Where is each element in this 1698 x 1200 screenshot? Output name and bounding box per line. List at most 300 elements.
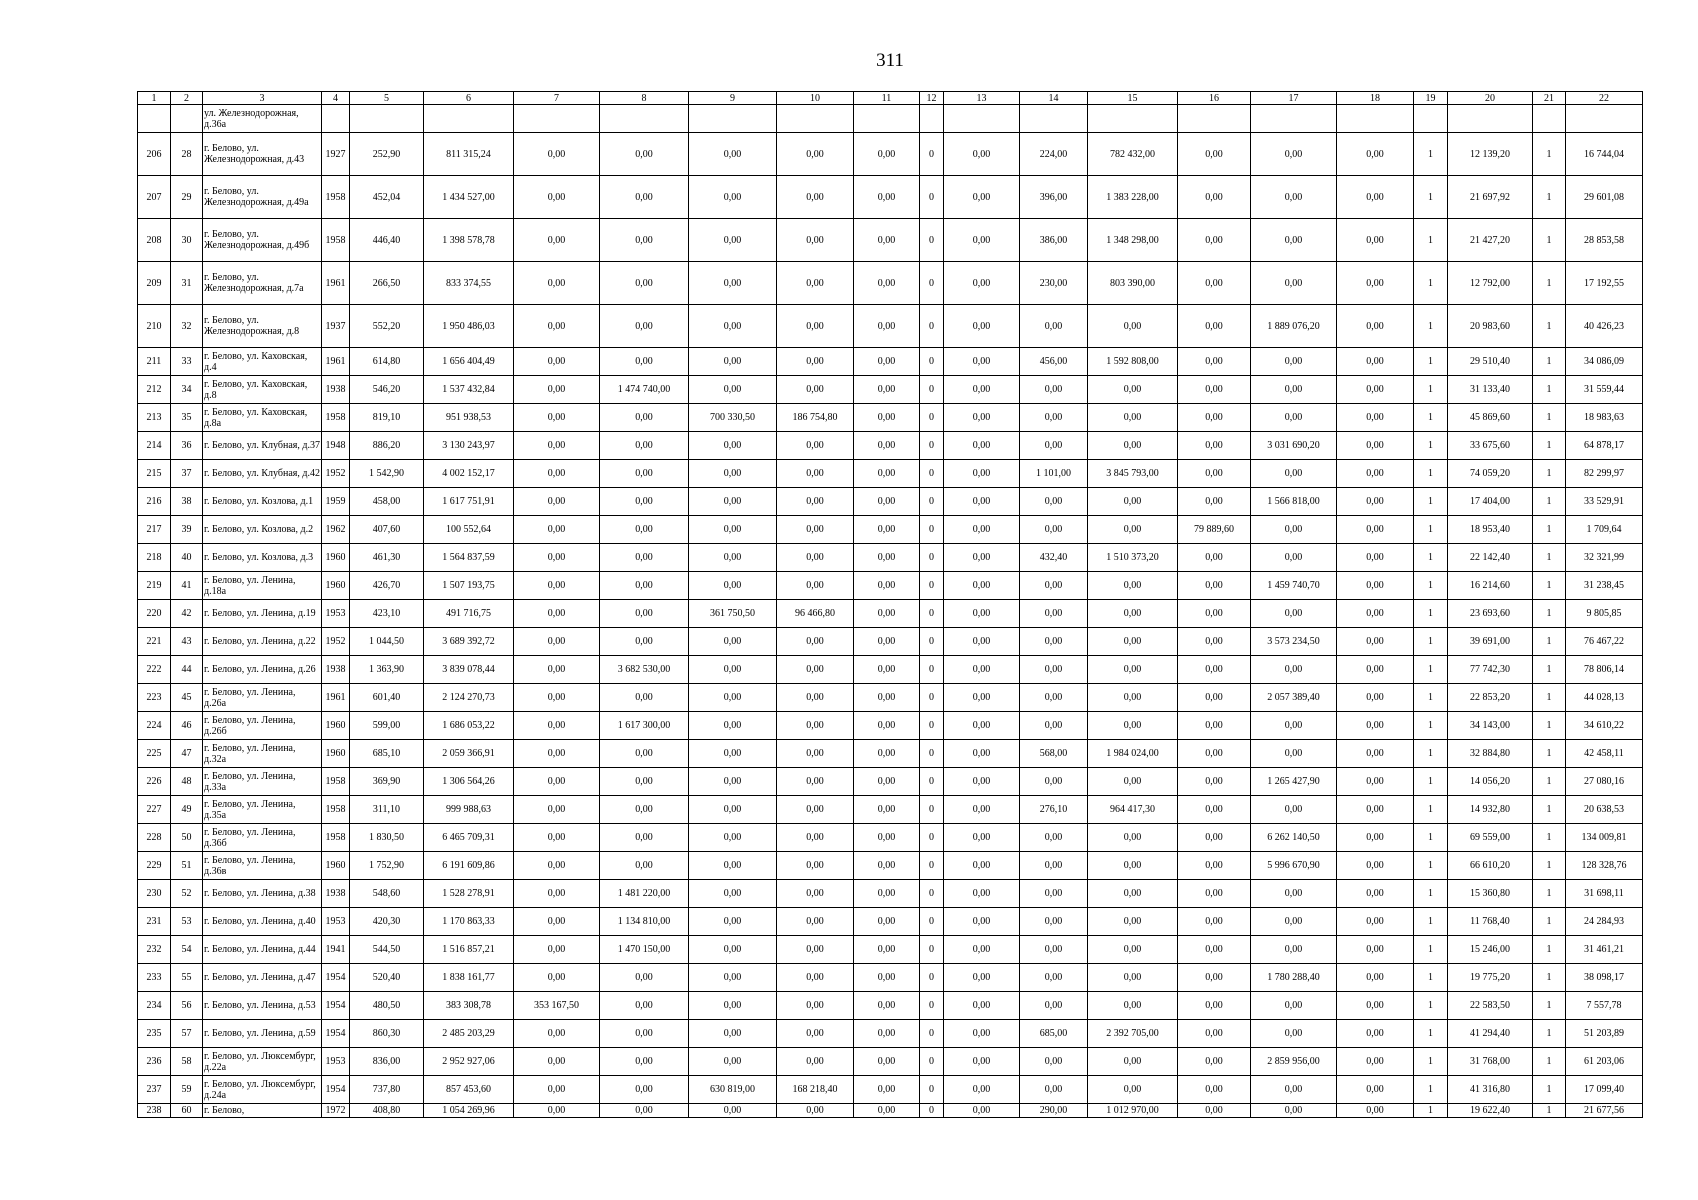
table-row bbox=[138, 1020, 1643, 1048]
table-cell-col-1: 229 bbox=[138, 852, 171, 880]
column-header-12: 12 bbox=[920, 92, 944, 105]
table-cell-col-7: 0,00 bbox=[514, 176, 600, 219]
table-cell-col-12: 0 bbox=[920, 740, 944, 768]
table-cell-col-12: 0 bbox=[920, 176, 944, 219]
table-cell-col-22: 16 744,04 bbox=[1566, 133, 1643, 176]
table-cell-col-14: 0,00 bbox=[1020, 404, 1088, 432]
table-cell-col-4: 1938 bbox=[322, 880, 350, 908]
table-cell-col-20: 22 853,20 bbox=[1448, 684, 1533, 712]
table-cell-col-1: 214 bbox=[138, 432, 171, 460]
table-cell-col-19: 1 bbox=[1414, 516, 1448, 544]
table-cell-col-10: 0,00 bbox=[777, 712, 854, 740]
table-cell-col-8: 0,00 bbox=[600, 488, 689, 516]
table-cell-col-6: 1 950 486,03 bbox=[424, 305, 514, 348]
table-cell-col-15: 0,00 bbox=[1088, 516, 1178, 544]
table-cell-col-7: 0,00 bbox=[514, 488, 600, 516]
table-cell-col-9: 0,00 bbox=[689, 176, 777, 219]
column-header-20: 20 bbox=[1448, 92, 1533, 105]
table-cell-col-2: 31 bbox=[171, 262, 203, 305]
table-cell-col-2: 34 bbox=[171, 376, 203, 404]
table-cell-col-15: 964 417,30 bbox=[1088, 796, 1178, 824]
table-cell-col-18: 0,00 bbox=[1337, 1076, 1414, 1104]
table-cell-col-16: 0,00 bbox=[1178, 936, 1251, 964]
table-cell-col-17: 0,00 bbox=[1251, 600, 1337, 628]
table-cell-col-1: 219 bbox=[138, 572, 171, 600]
table-cell-col-21: 1 bbox=[1533, 712, 1566, 740]
table-cell-col-6: 1 537 432,84 bbox=[424, 376, 514, 404]
table-row bbox=[138, 404, 1643, 432]
empty-cell bbox=[1448, 105, 1533, 133]
table-cell-col-10: 0,00 bbox=[777, 1104, 854, 1118]
table-cell-col-8: 0,00 bbox=[600, 684, 689, 712]
table-cell-col-1: 228 bbox=[138, 824, 171, 852]
table-cell-col-22: 29 601,08 bbox=[1566, 176, 1643, 219]
table-cell-col-19: 1 bbox=[1414, 488, 1448, 516]
address-cell: г. Белово, ул. Ленина, д.35а bbox=[203, 796, 322, 824]
table-cell-col-16: 0,00 bbox=[1178, 656, 1251, 684]
table-cell-col-12: 0 bbox=[920, 133, 944, 176]
table-cell-col-7: 0,00 bbox=[514, 628, 600, 656]
table-cell-col-1: 230 bbox=[138, 880, 171, 908]
table-cell-col-14: 0,00 bbox=[1020, 824, 1088, 852]
table-cell-col-16: 79 889,60 bbox=[1178, 516, 1251, 544]
table-cell-col-9: 630 819,00 bbox=[689, 1076, 777, 1104]
table-cell-col-6: 3 839 078,44 bbox=[424, 656, 514, 684]
table-cell-col-2: 50 bbox=[171, 824, 203, 852]
table-cell-col-11: 0,00 bbox=[854, 768, 920, 796]
table-cell-col-7: 0,00 bbox=[514, 1048, 600, 1076]
table-cell-col-1: 217 bbox=[138, 516, 171, 544]
table-cell-col-10: 0,00 bbox=[777, 1020, 854, 1048]
table-cell-col-21: 1 bbox=[1533, 348, 1566, 376]
table-cell-col-11: 0,00 bbox=[854, 796, 920, 824]
table-cell-col-9: 0,00 bbox=[689, 305, 777, 348]
table-cell-col-7: 0,00 bbox=[514, 964, 600, 992]
table-cell-col-13: 0,00 bbox=[944, 219, 1020, 262]
table-cell-col-4: 1938 bbox=[322, 656, 350, 684]
table-cell-col-13: 0,00 bbox=[944, 133, 1020, 176]
table-cell-col-10: 0,00 bbox=[777, 824, 854, 852]
table-cell-col-1: 235 bbox=[138, 1020, 171, 1048]
table-cell-col-11: 0,00 bbox=[854, 572, 920, 600]
table-row bbox=[138, 432, 1643, 460]
table-cell-col-14: 568,00 bbox=[1020, 740, 1088, 768]
table-row bbox=[138, 488, 1643, 516]
table-cell-col-12: 0 bbox=[920, 796, 944, 824]
table-cell-col-21: 1 bbox=[1533, 262, 1566, 305]
table-cell-col-14: 0,00 bbox=[1020, 936, 1088, 964]
table-cell-col-22: 78 806,14 bbox=[1566, 656, 1643, 684]
table-cell-col-2: 39 bbox=[171, 516, 203, 544]
table-cell-col-21: 1 bbox=[1533, 572, 1566, 600]
table-cell-col-1: 222 bbox=[138, 656, 171, 684]
table-cell-col-19: 1 bbox=[1414, 824, 1448, 852]
table-cell-col-16: 0,00 bbox=[1178, 964, 1251, 992]
table-cell-col-21: 1 bbox=[1533, 880, 1566, 908]
table-cell-col-11: 0,00 bbox=[854, 219, 920, 262]
table-cell-col-21: 1 bbox=[1533, 1048, 1566, 1076]
table-cell-col-4: 1954 bbox=[322, 964, 350, 992]
table-cell-col-18: 0,00 bbox=[1337, 348, 1414, 376]
table-cell-col-11: 0,00 bbox=[854, 432, 920, 460]
table-cell-col-11: 0,00 bbox=[854, 1104, 920, 1118]
table-cell-col-11: 0,00 bbox=[854, 1076, 920, 1104]
table-cell-col-5: 520,40 bbox=[350, 964, 424, 992]
table-cell-col-12: 0 bbox=[920, 1048, 944, 1076]
table-cell-col-12: 0 bbox=[920, 824, 944, 852]
table-cell-col-10: 0,00 bbox=[777, 133, 854, 176]
table-cell-col-14: 386,00 bbox=[1020, 219, 1088, 262]
table-cell-col-11: 0,00 bbox=[854, 262, 920, 305]
table-cell-col-15: 1 510 373,20 bbox=[1088, 544, 1178, 572]
table-cell-col-6: 1 398 578,78 bbox=[424, 219, 514, 262]
table-cell-col-9: 0,00 bbox=[689, 768, 777, 796]
table-cell-col-22: 33 529,91 bbox=[1566, 488, 1643, 516]
table-cell-col-13: 0,00 bbox=[944, 404, 1020, 432]
table-cell-col-20: 41 316,80 bbox=[1448, 1076, 1533, 1104]
table-cell-col-20: 14 932,80 bbox=[1448, 796, 1533, 824]
table-cell-col-1: 208 bbox=[138, 219, 171, 262]
table-row bbox=[138, 880, 1643, 908]
table-cell-col-11: 0,00 bbox=[854, 880, 920, 908]
table-cell-col-13: 0,00 bbox=[944, 712, 1020, 740]
table-cell-col-15: 0,00 bbox=[1088, 684, 1178, 712]
table-cell-col-22: 28 853,58 bbox=[1566, 219, 1643, 262]
table-cell-col-17: 1 780 288,40 bbox=[1251, 964, 1337, 992]
table-cell-col-17: 0,00 bbox=[1251, 1076, 1337, 1104]
table-cell-col-9: 0,00 bbox=[689, 712, 777, 740]
table-cell-col-18: 0,00 bbox=[1337, 908, 1414, 936]
table-cell-col-1: 236 bbox=[138, 1048, 171, 1076]
table-cell-col-5: 544,50 bbox=[350, 936, 424, 964]
table-cell-col-17: 2 057 389,40 bbox=[1251, 684, 1337, 712]
table-cell-col-7: 0,00 bbox=[514, 908, 600, 936]
table-cell-col-19: 1 bbox=[1414, 1104, 1448, 1118]
table-cell-col-17: 0,00 bbox=[1251, 460, 1337, 488]
table-cell-col-8: 1 470 150,00 bbox=[600, 936, 689, 964]
table-cell-col-14: 0,00 bbox=[1020, 572, 1088, 600]
table-cell-col-21: 1 bbox=[1533, 628, 1566, 656]
table-cell-col-7: 0,00 bbox=[514, 262, 600, 305]
table-cell-col-22: 76 467,22 bbox=[1566, 628, 1643, 656]
table-cell-col-8: 1 617 300,00 bbox=[600, 712, 689, 740]
table-cell-col-14: 230,00 bbox=[1020, 262, 1088, 305]
address-cell: г. Белово, ул. Каховская, д.4 bbox=[203, 348, 322, 376]
table-cell-col-19: 1 bbox=[1414, 572, 1448, 600]
table-cell-col-21: 1 bbox=[1533, 600, 1566, 628]
table-cell-col-9: 0,00 bbox=[689, 516, 777, 544]
table-cell-col-20: 14 056,20 bbox=[1448, 768, 1533, 796]
table-cell-col-16: 0,00 bbox=[1178, 796, 1251, 824]
table-cell-col-8: 0,00 bbox=[600, 219, 689, 262]
table-cell-col-15: 0,00 bbox=[1088, 600, 1178, 628]
table-cell-col-20: 11 768,40 bbox=[1448, 908, 1533, 936]
table-cell-col-18: 0,00 bbox=[1337, 712, 1414, 740]
table-cell-col-11: 0,00 bbox=[854, 348, 920, 376]
column-header-21: 21 bbox=[1533, 92, 1566, 105]
table-cell-col-14: 0,00 bbox=[1020, 305, 1088, 348]
table-row bbox=[138, 740, 1643, 768]
table-cell-col-16: 0,00 bbox=[1178, 1104, 1251, 1118]
table-cell-col-21: 1 bbox=[1533, 1076, 1566, 1104]
table-cell-col-9: 0,00 bbox=[689, 628, 777, 656]
table-cell-col-13: 0,00 bbox=[944, 600, 1020, 628]
table-cell-col-2: 48 bbox=[171, 768, 203, 796]
table-cell-col-18: 0,00 bbox=[1337, 628, 1414, 656]
table-cell-col-16: 0,00 bbox=[1178, 992, 1251, 1020]
table-row bbox=[138, 219, 1643, 262]
table-cell-col-18: 0,00 bbox=[1337, 432, 1414, 460]
table-cell-col-1: 212 bbox=[138, 376, 171, 404]
table-cell-col-15: 3 845 793,00 bbox=[1088, 460, 1178, 488]
address-cell: г. Белово, ул. Ленина, д.32а bbox=[203, 740, 322, 768]
table-cell-col-6: 1 306 564,26 bbox=[424, 768, 514, 796]
table-cell-col-21: 1 bbox=[1533, 219, 1566, 262]
empty-cell bbox=[1178, 105, 1251, 133]
table-cell-col-19: 1 bbox=[1414, 133, 1448, 176]
table-cell-col-18: 0,00 bbox=[1337, 133, 1414, 176]
table-cell-col-5: 423,10 bbox=[350, 600, 424, 628]
table-cell-col-5: 1 363,90 bbox=[350, 656, 424, 684]
table-cell-col-19: 1 bbox=[1414, 628, 1448, 656]
table-cell-col-13: 0,00 bbox=[944, 262, 1020, 305]
table-cell-col-7: 0,00 bbox=[514, 404, 600, 432]
table-cell-col-16: 0,00 bbox=[1178, 348, 1251, 376]
table-cell-col-15: 0,00 bbox=[1088, 376, 1178, 404]
table-cell-col-9: 0,00 bbox=[689, 684, 777, 712]
table-cell-col-4: 1927 bbox=[322, 133, 350, 176]
table-cell-col-5: 546,20 bbox=[350, 376, 424, 404]
empty-cell bbox=[689, 105, 777, 133]
table-cell-col-2: 59 bbox=[171, 1076, 203, 1104]
table-cell-col-6: 951 938,53 bbox=[424, 404, 514, 432]
table-cell-col-12: 0 bbox=[920, 460, 944, 488]
table-cell-col-11: 0,00 bbox=[854, 852, 920, 880]
table-cell-col-7: 0,00 bbox=[514, 768, 600, 796]
empty-cell bbox=[1251, 105, 1337, 133]
table-cell-col-15: 0,00 bbox=[1088, 880, 1178, 908]
table-cell-col-10: 0,00 bbox=[777, 460, 854, 488]
address-cell: г. Белово, ул. Ленина, д.36б bbox=[203, 824, 322, 852]
table-cell-col-10: 0,00 bbox=[777, 628, 854, 656]
table-cell-col-10: 168 218,40 bbox=[777, 1076, 854, 1104]
housing-register-table bbox=[137, 91, 1643, 1118]
table-cell-col-19: 1 bbox=[1414, 796, 1448, 824]
table-cell-col-12: 0 bbox=[920, 262, 944, 305]
empty-cell bbox=[322, 105, 350, 133]
table-cell-col-2: 57 bbox=[171, 1020, 203, 1048]
table-cell-col-17: 5 996 670,90 bbox=[1251, 852, 1337, 880]
table-cell-col-21: 1 bbox=[1533, 852, 1566, 880]
table-cell-col-19: 1 bbox=[1414, 305, 1448, 348]
address-cell: г. Белово, ул. Ленина, д.18а bbox=[203, 572, 322, 600]
table-cell-col-9: 0,00 bbox=[689, 908, 777, 936]
table-cell-col-13: 0,00 bbox=[944, 964, 1020, 992]
table-cell-col-17: 1 566 818,00 bbox=[1251, 488, 1337, 516]
table-cell-col-12: 0 bbox=[920, 600, 944, 628]
table-cell-col-9: 0,00 bbox=[689, 1020, 777, 1048]
table-cell-col-21: 1 bbox=[1533, 992, 1566, 1020]
table-row bbox=[138, 460, 1643, 488]
table-cell-col-4: 1953 bbox=[322, 600, 350, 628]
table-cell-col-22: 61 203,06 bbox=[1566, 1048, 1643, 1076]
table-cell-col-4: 1972 bbox=[322, 1104, 350, 1118]
table-cell-col-13: 0,00 bbox=[944, 460, 1020, 488]
table-cell-col-22: 17 192,55 bbox=[1566, 262, 1643, 305]
table-cell-col-4: 1952 bbox=[322, 628, 350, 656]
table-cell-col-4: 1958 bbox=[322, 176, 350, 219]
table-cell-col-18: 0,00 bbox=[1337, 936, 1414, 964]
table-cell-col-20: 66 610,20 bbox=[1448, 852, 1533, 880]
table-cell-col-1: 218 bbox=[138, 544, 171, 572]
address-cell: г. Белово, ул. Каховская, д.8 bbox=[203, 376, 322, 404]
table-cell-col-8: 0,00 bbox=[600, 824, 689, 852]
table-cell-col-6: 811 315,24 bbox=[424, 133, 514, 176]
table-cell-col-16: 0,00 bbox=[1178, 908, 1251, 936]
table-cell-col-10: 0,00 bbox=[777, 305, 854, 348]
table-cell-col-14: 0,00 bbox=[1020, 768, 1088, 796]
table-cell-col-2: 54 bbox=[171, 936, 203, 964]
table-cell-col-15: 0,00 bbox=[1088, 488, 1178, 516]
table-cell-col-4: 1959 bbox=[322, 488, 350, 516]
table-cell-col-14: 1 101,00 bbox=[1020, 460, 1088, 488]
table-cell-col-20: 19 622,40 bbox=[1448, 1104, 1533, 1118]
table-cell-col-17: 0,00 bbox=[1251, 880, 1337, 908]
address-cell: г. Белово, ул. Ленина, д.38 bbox=[203, 880, 322, 908]
table-cell-col-20: 15 360,80 bbox=[1448, 880, 1533, 908]
table-cell-col-20: 34 143,00 bbox=[1448, 712, 1533, 740]
table-cell-col-22: 18 983,63 bbox=[1566, 404, 1643, 432]
table-cell-col-2: 41 bbox=[171, 572, 203, 600]
column-header-13: 13 bbox=[944, 92, 1020, 105]
table-cell-col-20: 39 691,00 bbox=[1448, 628, 1533, 656]
table-cell-col-15: 0,00 bbox=[1088, 712, 1178, 740]
empty-cell bbox=[1566, 105, 1643, 133]
empty-cell bbox=[777, 105, 854, 133]
table-cell-col-9: 0,00 bbox=[689, 432, 777, 460]
table-cell-col-8: 0,00 bbox=[600, 992, 689, 1020]
table-cell-col-1: 221 bbox=[138, 628, 171, 656]
table-cell-col-10: 0,00 bbox=[777, 656, 854, 684]
table-cell-col-11: 0,00 bbox=[854, 1048, 920, 1076]
table-cell-col-15: 0,00 bbox=[1088, 432, 1178, 460]
column-header-8: 8 bbox=[600, 92, 689, 105]
table-cell-col-22: 21 677,56 bbox=[1566, 1104, 1643, 1118]
table-cell-col-15: 0,00 bbox=[1088, 824, 1178, 852]
table-cell-col-10: 0,00 bbox=[777, 219, 854, 262]
table-cell-col-6: 1 507 193,75 bbox=[424, 572, 514, 600]
table-cell-col-14: 456,00 bbox=[1020, 348, 1088, 376]
table-cell-col-20: 21 697,92 bbox=[1448, 176, 1533, 219]
table-cell-col-17: 0,00 bbox=[1251, 740, 1337, 768]
table-cell-col-9: 0,00 bbox=[689, 824, 777, 852]
table-cell-col-15: 782 432,00 bbox=[1088, 133, 1178, 176]
table-cell-col-11: 0,00 bbox=[854, 656, 920, 684]
table-cell-col-10: 0,00 bbox=[777, 516, 854, 544]
table-cell-col-21: 1 bbox=[1533, 460, 1566, 488]
table-cell-col-22: 40 426,23 bbox=[1566, 305, 1643, 348]
table-cell-col-9: 0,00 bbox=[689, 880, 777, 908]
table-cell-col-16: 0,00 bbox=[1178, 740, 1251, 768]
table-cell-col-21: 1 bbox=[1533, 1104, 1566, 1118]
table-cell-col-11: 0,00 bbox=[854, 404, 920, 432]
table-cell-col-11: 0,00 bbox=[854, 488, 920, 516]
table-cell-col-17: 0,00 bbox=[1251, 348, 1337, 376]
table-cell-col-11: 0,00 bbox=[854, 964, 920, 992]
table-row bbox=[138, 1076, 1643, 1104]
table-cell-col-17: 3 573 234,50 bbox=[1251, 628, 1337, 656]
address-cell: г. Белово, ул. Ленина, д.47 bbox=[203, 964, 322, 992]
table-cell-col-18: 0,00 bbox=[1337, 992, 1414, 1020]
table-cell-col-20: 20 983,60 bbox=[1448, 305, 1533, 348]
table-cell-col-1: 220 bbox=[138, 600, 171, 628]
table-cell-col-2: 30 bbox=[171, 219, 203, 262]
column-header-5: 5 bbox=[350, 92, 424, 105]
table-cell-col-15: 1 383 228,00 bbox=[1088, 176, 1178, 219]
table-cell-col-10: 0,00 bbox=[777, 488, 854, 516]
address-cell: г. Белово, ул. Ленина, д.26 bbox=[203, 656, 322, 684]
table-cell-col-20: 18 953,40 bbox=[1448, 516, 1533, 544]
table-cell-col-2: 58 bbox=[171, 1048, 203, 1076]
table-cell-col-16: 0,00 bbox=[1178, 432, 1251, 460]
table-cell-col-8: 0,00 bbox=[600, 348, 689, 376]
table-cell-col-17: 1 459 740,70 bbox=[1251, 572, 1337, 600]
table-cell-col-2: 35 bbox=[171, 404, 203, 432]
table-cell-col-13: 0,00 bbox=[944, 656, 1020, 684]
table-cell-col-13: 0,00 bbox=[944, 852, 1020, 880]
table-cell-col-4: 1948 bbox=[322, 432, 350, 460]
table-cell-col-18: 0,00 bbox=[1337, 488, 1414, 516]
table-cell-col-8: 0,00 bbox=[600, 572, 689, 600]
address-cell: г. Белово, ул. Клубная, д.42 bbox=[203, 460, 322, 488]
empty-cell bbox=[1088, 105, 1178, 133]
table-cell-col-14: 276,10 bbox=[1020, 796, 1088, 824]
table-cell-col-9: 0,00 bbox=[689, 1048, 777, 1076]
table-cell-col-20: 29 510,40 bbox=[1448, 348, 1533, 376]
column-header-18: 18 bbox=[1337, 92, 1414, 105]
table-cell-col-22: 32 321,99 bbox=[1566, 544, 1643, 572]
table-cell-col-21: 1 bbox=[1533, 544, 1566, 572]
table-cell-col-4: 1960 bbox=[322, 544, 350, 572]
table-cell-col-12: 0 bbox=[920, 404, 944, 432]
table-cell-col-22: 17 099,40 bbox=[1566, 1076, 1643, 1104]
table-cell-col-6: 1 528 278,91 bbox=[424, 880, 514, 908]
table-cell-col-19: 1 bbox=[1414, 992, 1448, 1020]
empty-cell bbox=[600, 105, 689, 133]
table-cell-col-12: 0 bbox=[920, 712, 944, 740]
table-cell-col-14: 224,00 bbox=[1020, 133, 1088, 176]
table-cell-col-22: 24 284,93 bbox=[1566, 908, 1643, 936]
table-cell-col-13: 0,00 bbox=[944, 572, 1020, 600]
table-cell-col-22: 20 638,53 bbox=[1566, 796, 1643, 824]
table-cell-col-1: 225 bbox=[138, 740, 171, 768]
table-cell-col-17: 2 859 956,00 bbox=[1251, 1048, 1337, 1076]
table-cell-col-21: 1 bbox=[1533, 908, 1566, 936]
table-cell-col-5: 266,50 bbox=[350, 262, 424, 305]
table-cell-col-16: 0,00 bbox=[1178, 684, 1251, 712]
table-cell-col-9: 0,00 bbox=[689, 133, 777, 176]
table-cell-col-16: 0,00 bbox=[1178, 376, 1251, 404]
table-row bbox=[138, 824, 1643, 852]
column-number-header-row bbox=[138, 92, 1643, 105]
table-cell-col-10: 0,00 bbox=[777, 908, 854, 936]
table-cell-col-4: 1941 bbox=[322, 936, 350, 964]
table-cell-col-18: 0,00 bbox=[1337, 572, 1414, 600]
table-cell-col-15: 1 012 970,00 bbox=[1088, 1104, 1178, 1118]
table-cell-col-19: 1 bbox=[1414, 852, 1448, 880]
column-header-17: 17 bbox=[1251, 92, 1337, 105]
table-cell-col-12: 0 bbox=[920, 852, 944, 880]
